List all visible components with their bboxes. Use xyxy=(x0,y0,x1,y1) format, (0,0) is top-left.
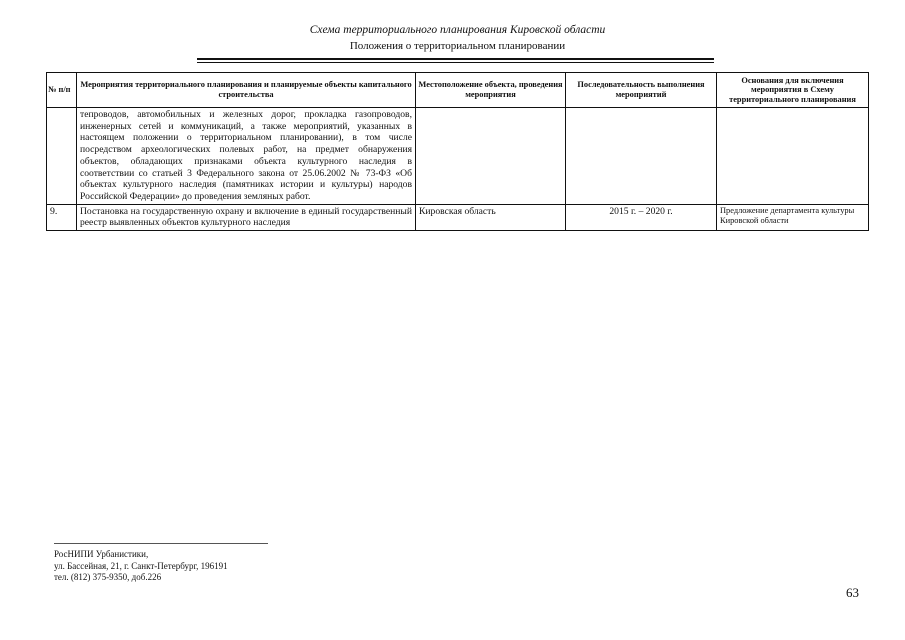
cell-basis: Предложение департамента культуры Кировской области xyxy=(717,204,869,230)
cell-measure: тепроводов, автомобильных и железных дорог, прокладка газопроводов, инженерных сетей и коммуникаций, а также мероприятий, указанных в настоящем положении о территориальном планировании), в том числе посредством археологических полевых работ, на предмет обнаружения объектов, обладающих признаками объекта культурного наследия в соответствии со статьей 3 Федерального закона от 25.06.2002 № 73-ФЗ «Об объектах культурного наследия (памятниках истории и культуры) народов Российской Федерации» до проведения земляных работ. xyxy=(77,108,416,205)
cell-period xyxy=(566,108,717,205)
column-header-number: № п/п xyxy=(47,73,77,108)
column-header-period: Последовательность выполнения мероприятий xyxy=(566,73,717,108)
document-subtitle: Положения о территориальном планировании xyxy=(349,40,566,52)
cell-location: Кировская область xyxy=(416,204,566,230)
table-row xyxy=(47,204,869,230)
footer-address: ул. Бассейная, 21, г. Санкт-Петербург, 196191 xyxy=(54,560,228,571)
cell-number: 9. xyxy=(47,204,77,230)
column-header-measure: Мероприятия территориального планирования и планируемые объекты капитального строительства xyxy=(77,73,416,108)
footer-phone: тел. (812) 375-9350, доб.226 xyxy=(54,572,162,583)
planning-table xyxy=(46,72,869,231)
footer-rule xyxy=(54,543,268,544)
column-header-location: Местоположение объекта, проведения мероприятия xyxy=(416,73,566,108)
page-number: 63 xyxy=(846,585,859,600)
header-rule-thin xyxy=(197,62,714,63)
header-rule-thick xyxy=(197,58,714,60)
cell-measure: Постановка на государственную охрану и включение в единый государственный реестр выявленных объектов культурного наследия xyxy=(77,204,416,230)
column-header-basis: Основания для включения мероприятия в Схему территориального планирования xyxy=(717,73,869,108)
cell-period: 2015 г. – 2020 г. xyxy=(566,204,717,230)
cell-basis xyxy=(717,108,869,205)
table-header-row xyxy=(47,73,869,108)
cell-location xyxy=(416,108,566,205)
footer-contacts xyxy=(54,549,228,584)
footer-org: РосНИПИ Урбанистики, xyxy=(54,549,149,559)
cell-number xyxy=(47,108,77,205)
table-row xyxy=(47,108,869,205)
document-title: Схема территориального планирования Кировской области xyxy=(309,24,606,36)
